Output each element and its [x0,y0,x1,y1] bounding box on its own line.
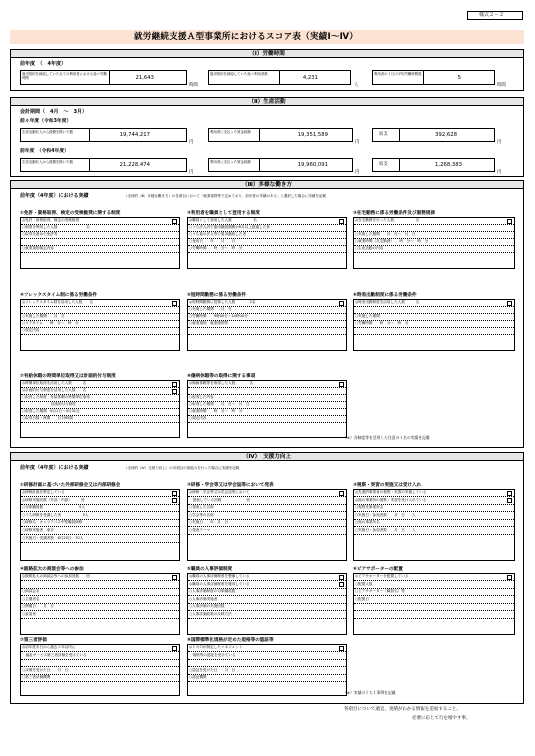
section3-block-4-title: ④フレックスタイム制に係る労働条件 [20,293,98,298]
section3-block-2-line-rule [188,252,346,253]
section3-block-8-line-5: ○就業時間 時 分～ 時 分 [189,409,243,413]
section2-row1-value2: 19,351,589 [297,132,328,138]
section4-block-4-line-rule [21,580,179,581]
section3-block-6-line-1: ◎時差出勤制度を活用した人数 名 [355,300,420,304]
section4-block-6-line-4: ○配置日 [355,596,369,601]
page-title: 就労継続支援Ａ型事業所におけるスコア表（実績Ⅰ～Ⅳ） [134,32,359,42]
section3-block-5-checkbox[interactable] [339,301,344,306]
section4-block-3-line-2: ◎他の事業所の視察・実習を受け入れている [355,497,427,502]
section4-block-6-frame [353,573,515,635]
section3-block-3-line-1: ◎在宅勤務を行った人数 名 [355,218,420,222]
section4-block-1-line-6: ○研修実施者 東京 [22,528,54,532]
section4-block-6-line-1: ◎ピアサポーターを配置している [355,574,409,578]
section4-block-7-line-5: ○第三者評価機関 [22,675,51,680]
section1-unit-c: 時間 [497,83,506,88]
section4-block-6-line-rule [354,603,514,604]
section4-block-7-title: ⑦第三者評価 [20,638,47,643]
section1-unit-b: 人 [354,83,359,88]
section3-block-2-title: ②利用者を職員として登用する制度 [187,211,260,216]
section3-intro: 前年度（4年度）における実績 [20,193,89,199]
section4-block-1-checkbox[interactable] [172,498,177,503]
section4-block-5-line-rule [188,580,346,581]
section1-header: （Ⅰ）労働時間 [10,49,524,58]
section4-block-5-line-rule [188,618,346,619]
section3-block-2-checkbox[interactable] [339,219,344,224]
section4-block-8-line-rule [188,681,346,682]
section4-block-4-line-3: ○商談会名 [22,589,40,594]
section3-block-4-line-rule [21,327,179,328]
section3-block-1-line-1: ◎免許・資格取得、検定の受検勧奨 [22,218,80,222]
section3-block-8-line-rule [188,415,346,416]
section3-header: （Ⅲ）多様な働き方 [10,180,524,189]
section4-block-7-checkbox[interactable] [172,646,177,651]
section3-block-2-line-5: ○労働時間 時 分～ 時 分 [189,246,243,250]
section4-block-4-line-4: ○主催者名 [22,596,40,601]
section3-block-5-line-3: ○労働時間 9時00分～14時00分 [189,314,248,318]
section3-block-4-checkbox[interactable] [172,301,177,306]
section4-block-1-checkbox[interactable] [172,491,177,496]
section4-block-7-line-rule [21,681,179,682]
section3-block-8-line-1: ◎傷病休暇等を取得した人数 名 [189,381,254,385]
section4-block-2-line-2: 発表している回数 回 [189,497,251,502]
section2-row1-unit3: 円 [497,140,502,145]
section1-value-a: 21,643 [135,75,154,81]
section4-block-4-line-rule [21,610,179,611]
section3-block-2-line-2: ○うち法人内で雇用継続期間が6月以上経過した者 [189,225,270,229]
section4-block-3-checkbox[interactable] [507,498,512,503]
section1-value-b: 4,231 [302,75,318,81]
section4-block-2-line-rule [188,534,346,535]
section4-block-1-line-2: ◎研修実施回数（外部・内部） 回 [22,497,85,502]
section3-block-6-line-4: ○労働時間 時 分～ 時 分 [355,321,409,325]
section2-row1-label3: 収支 [372,128,400,142]
section3-block-8-line-rule [188,387,346,388]
section2-row2-value3: 1,268,383 [435,162,462,168]
section4-block-3-line-1: ◎先進的事業者の視察・実習の実施している [355,490,427,494]
section3-block-3-line-4: ○就業時間（在宅勤務） 時 分～ 時 分 [355,239,429,243]
footer-line2: 必要に応じて行を増やす事。 [412,716,471,721]
section3-block-5-line-rule [188,334,346,335]
section4-block-8-title: ⑧国際標準化規格が定めた規格等の認証等 [187,638,274,643]
section4-block-4-line-5: ○開催日 月 日 [22,604,54,609]
section4-block-1-line-4: ○うち研修を受講した者 5人 [22,512,89,517]
section3-block-1-checkbox[interactable] [172,219,177,224]
section4-block-3-line-rule [354,496,514,497]
section4-block-1-line-rule [21,534,179,535]
section3-block-4-line-1: ◎フレックスタイム制を活用した人数 名 [22,300,94,304]
section3-block-7-checkbox[interactable] [172,389,177,394]
section4-block-6-line-rule [354,595,514,596]
section1-label-b: 雇用契約を締結していた延べ利用者数 [208,70,280,85]
section3-block-8-line-3: ○取得した内容 [189,395,214,399]
section4-block-6-line-rule [354,618,514,619]
section4-block-5-line-1: ◎職員の人事評価制度を整備している [189,574,250,578]
section3-block-5-line-4: ○就業規則 就業規則等 [189,321,229,325]
section3-block-6-line-rule [354,327,514,328]
section4-block-7-line-1: ◎前年度末日から過去３年以内に [22,645,76,649]
section4-block-3-line-3: ○視察先事業所名 [355,505,384,510]
section4-block-3-line-6: ○実施日・参加者数 月 日 人 [355,528,416,532]
section4-block-5-line-5: ○人事評価の実施回数 [189,604,225,609]
section4-block-1-line-7: ○実施日・受講者数 8月25日 70人 [22,535,84,540]
section4-block-2-line-rule [188,526,346,527]
section2-row1-value3: 392,628 [435,132,457,138]
section2-row2-label1: 生産活動収入から経費を除いた額 [20,158,90,172]
section2-row1-unit2: 円 [355,140,360,145]
section4-block-6-line-rule [354,580,514,581]
section2-period: 会計期間（ 4月 ～ 3月） [20,109,87,115]
section4-block-8-checkbox[interactable] [339,646,344,651]
section2-row1-value1: 19,744,217 [119,132,150,138]
section3-block-7-line-6: ○取得日数・時間 日75時間 [22,416,73,420]
section3-block-6-title: ⑥時差出勤制度に係る労働条件 [353,293,417,298]
section4-block-5-line-2: ◎職員の人事評価制度を運用している [189,581,250,586]
section3-block-6-line-rule [354,306,514,307]
section3-block-5-title: ⑤短時間勤務に係る労働条件 [187,293,247,298]
section2-row1-label2: 利用者に支払った賃金総額 [208,128,260,142]
section4-block-2-line-5: ○実施日 年 月 日 [189,520,229,525]
section4-block-4-line-rule [21,618,179,619]
section3-block-1-line-rule [21,238,179,239]
section4-block-3-line-rule [354,534,514,535]
section2-row2-year: 前年度 （令和4年度） [20,149,69,154]
section3-block-1-line-rule [21,252,179,253]
section4-block-3-title: ③視察・実習の実施又は受け入れ [353,483,422,488]
section4-block-6-line-2: ○配置人数 [355,581,373,586]
section3-block-8-title: ⑧傷病休暇等の取得に関する事項 [187,374,256,379]
section3-block-2-line-1: ◎職員として登用した人数 名 [189,218,257,222]
section3-block-8-line-rule [188,422,346,423]
section2-row2-value2: 19,960,091 [297,162,328,168]
section4-block-8-line-2: 規格等の認証を受けている [189,652,236,657]
section3-block-7-title: ⑦有給休暇の時間単位取得又は計画的付与制度 [20,374,116,379]
section3-block-4-line-3: ○実施した期間 月 日 [22,314,65,318]
section4-block-2-title: ②研修・学会等又は学会誌等において発表 [187,483,274,488]
section3-block-6-line-rule [354,334,514,335]
section3-block-1-title: ①免許・資格取得、検定の受検勧奨に関する制度 [20,211,121,216]
section4-block-1-line-3: ○対象職員数 5人 [22,505,85,510]
section4-block-8-line-rule [188,659,346,660]
section4-block-7-line-rule [21,651,179,652]
section3-block-5-line-1: ◎短時間勤務に従事した人数 2名 [189,300,256,304]
section4-block-1-line-5: ○研修名 キャリアパス中堅職員研修 [22,520,83,525]
section3-block-4-line-4: ○コアタイム 時 分～ 時 分 [22,321,79,325]
section4-block-3-checkbox[interactable] [507,491,512,496]
section4-block-1-title: ①研修計画に基づいた外部研修会又は内部研修会 [20,483,121,488]
section3-block-7-line-rule [21,422,179,423]
section4-block-4-title: ④販路拡大の商談会等への参加 [20,567,84,572]
section3-intro-note: （全体的（Ⅲ）多様な働き方）の各項目において「就業規則等で定めており、前年度の実績がある」と選択した場合に実績を記載 [124,194,326,198]
section4-block-5-line-4: ○人事評価実施者 [189,596,218,601]
section4-block-7-line-4: ○評価を受けた日 月 日 [22,667,69,672]
section4-block-1-line-rule [21,542,179,543]
section2-row2-value1: 21,228,474 [119,162,150,168]
section4-block-6-checkbox[interactable] [507,575,512,580]
section4-block-6-title: ⑥ピアサポーターの配置 [353,567,403,572]
section3-block-3-line-rule [354,252,514,253]
section2-row2-label2: 利用者に支払った賃金総額 [208,158,260,172]
section3-note: （※）各制度等を活用した任意の１名の実績を記載 [343,435,430,440]
section3-block-4-line-5: ○規定内容 [22,328,40,332]
section2-row2-unit3: 円 [497,170,502,175]
section4-block-8-line-rule [188,651,346,652]
form-id: 様式２－２ [479,12,505,18]
section4-intro: 前年度（4年度）における実績 [20,465,89,471]
section4-block-7-line-2: 福祉サービス第三者評価を受けている [22,652,87,657]
section4-block-6-line-rule [354,610,514,611]
section2-header: （Ⅱ）生産活動 [10,97,524,106]
section4-block-4-line-1: ◎販路拡大の商談会等への参加回数 回 [22,574,90,578]
section3-block-3-line-3: ○実施した期間 月 日～ 月 日 [355,232,416,236]
section4-block-2-checkbox[interactable] [339,491,344,496]
section4-block-4-line-rule [21,588,179,589]
section3-block-1-line-2: ○制度を利用した人数 名 [22,225,90,229]
section4-block-1-line-1: ◎研修計画を策定している [22,490,65,494]
section3-block-1-line-5: ○就業規則規定内容 [22,246,54,250]
section4-block-5-checkbox[interactable] [339,582,344,587]
section4-intro-note: （全体的（Ⅳ）支援力向上）の各項目の取組みを行った場合に実績を記載 [124,466,240,470]
section4-block-8-line-4: ○認証を受けた日 月 日 [189,667,236,672]
section4-block-2-line-1: ◎研修・学会等又は学会誌等において [189,490,250,494]
section4-block-5-checkbox[interactable] [339,575,344,580]
section4-block-2-line-rule [188,496,346,497]
footer-line1: 各項目について適宜、実績がわかる情報を追加すること。 [344,707,461,712]
section4-note: （※）実績のうち１事例を記載 [343,690,396,695]
section3-block-5-line-2: ○実施した期間 月 日 [189,307,232,311]
section3-block-5-line-rule [188,327,346,328]
section4-block-2-line-4: ○学会等の名称 [189,512,214,517]
section2-row1-label1: 生産活動収入から経費を除いた額 [20,128,90,142]
section3-block-7-line-3: ○取得した制度 有給休暇の時間単位取得 [22,395,90,399]
section2-row1-year: 前々年度（令和3年度） [20,119,72,124]
section2-row2-label3: 収支 [372,158,400,172]
section3-block-3-line-5: ○生産活動の内容 [355,246,384,250]
section3-block-8-line-4: ○取得した期間 月 日～ 月 日 [189,402,250,406]
section4-block-4-line-rule [21,595,179,596]
section3-block-2-line-3: ○うち他の法人等で雇用継続した者 [189,232,247,236]
section1-value-c: 5 [457,75,461,81]
section4-block-2-line-6: ○発表テーマ [189,528,211,532]
section4-block-6-line-3: ○ピアサポーター（職員名）等 [355,589,405,594]
section4-block-8-line-5: ○認証機関 [189,675,207,680]
section1-label-a: 雇用契約を締結していた全ての利用者における延べ労働時間 [20,70,110,85]
section4-block-5-line-6: ○人事評価結果の反映方法 [189,612,232,616]
section4-block-1-line-rule [21,496,179,497]
section4-block-3-line-4: ○実施日・参加者数 月 日 人 [355,512,416,517]
section4-block-8-line-1: ◎ＩＳＯが制定したマネジメント [189,645,243,649]
section2-row1-unit1: 円 [189,140,194,145]
section4-block-3-line-5: ○他の事業所名 [355,520,380,525]
section3-block-4-line-rule [21,306,179,307]
section1-unit-a: 時間 [189,83,198,88]
section4-block-5-line-3: ○人事評価制度の対象職員数 [189,589,236,594]
section4-block-7-line-rule [21,659,179,660]
section3-block-7-line-2: ◎計画的付与制度を活用した人数 名 [22,388,87,392]
section3-block-1-line-3: ○取得を進めた免許等 [22,232,58,236]
section3-block-7-line-4: 計画的付与制度 [22,402,76,406]
section3-block-3-checkbox[interactable] [507,219,512,224]
section4-block-5-title: ⑤職員の人事評価制度 [187,567,233,572]
section2-row2-unit1: 円 [189,170,194,175]
section3-block-7-line-1: ◎時間単位取得を活用した人数 名 [22,381,87,385]
section1-label-c: 利用者の１日の平均労働時間数 [372,70,424,85]
section3-block-7-checkbox[interactable] [172,382,177,387]
section3-block-7-line-5: ○取得した期間 8月1日～3月31日 [22,409,80,413]
section4-block-4-checkbox[interactable] [172,575,177,580]
section4-block-4-line-6: ○参加者 [22,612,36,616]
section4-block-2-line-3: ○発表した名称 [189,505,214,510]
section3-block-3-line-rule [354,224,514,225]
section3-block-4-line-rule [21,334,179,335]
section3-block-8-line-6: ○規定内容 [189,416,207,420]
section4-block-8-line-rule [188,674,346,675]
section3-block-6-line-3: ○実施した期間 [355,314,380,318]
section3-block-6-checkbox[interactable] [507,301,512,306]
section4-header: （Ⅳ） 支援力向上 [10,452,524,461]
section2-row2-unit2: 円 [355,170,360,175]
section1-year: 前年度 （ 4年度） [20,61,66,67]
section3-block-8-checkbox[interactable] [339,382,344,387]
section3-block-2-line-4: ○登用日 年 月 日 [189,239,236,243]
section3-block-3-title: ③在宅勤務に係る労働条件及び服務規律 [353,211,435,216]
